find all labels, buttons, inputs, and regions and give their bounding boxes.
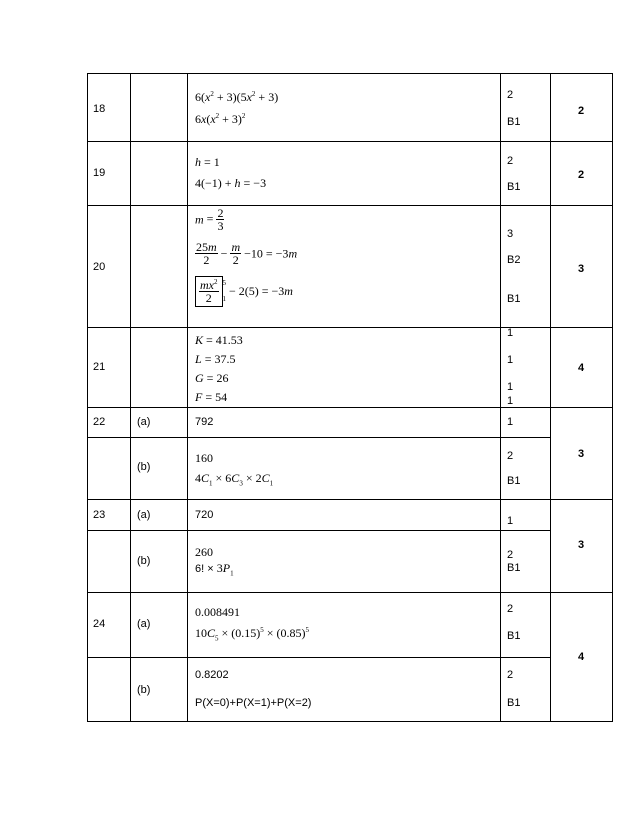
answer-value: 720 <box>195 509 214 521</box>
mark-value: 2 <box>507 155 514 167</box>
column-divider <box>130 73 131 722</box>
row-divider <box>87 592 613 593</box>
mark-value: 1 <box>507 395 514 407</box>
column-divider <box>500 73 501 722</box>
question-number: 23 <box>93 509 106 521</box>
mark-value: 2 <box>507 450 514 462</box>
question-number: 18 <box>93 103 106 115</box>
mark-value: B1 <box>507 475 521 487</box>
total-mark: 2 <box>578 105 585 117</box>
answer-value: 260 <box>195 545 213 559</box>
total-mark: 3 <box>578 539 585 551</box>
row-divider <box>87 327 613 328</box>
question-number: 24 <box>93 618 106 630</box>
working-line: $10C_5 \times (0.15)^5 \times (0.85)^5$ <box>195 626 310 643</box>
row-divider <box>87 407 613 408</box>
total-mark: 4 <box>578 362 585 374</box>
mark-value: B1 <box>507 293 521 305</box>
part-label: (b) <box>137 461 151 473</box>
question-number: 21 <box>93 361 106 373</box>
mark-value: 1 <box>507 354 514 366</box>
mark-value: 1 <box>507 416 514 428</box>
mark-value: B1 <box>507 630 521 642</box>
column-divider <box>187 73 188 722</box>
part-label: (a) <box>137 416 151 428</box>
working-line: P(X=0)+P(X=1)+P(X=2) <box>195 697 312 709</box>
mark-value: B1 <box>507 181 521 193</box>
mark-value: 3 <box>507 228 514 240</box>
working-line: K = 41.53 <box>195 333 243 347</box>
part-label: (b) <box>137 684 151 696</box>
total-mark: 3 <box>578 263 585 275</box>
total-mark: 3 <box>578 448 585 460</box>
column-divider <box>550 73 551 722</box>
row-divider <box>87 499 613 500</box>
mark-value: B1 <box>507 116 521 128</box>
working-line: $6(x^2 + 3)(5x^2 + 3)$ <box>195 90 279 104</box>
mark-value: 2 <box>507 603 514 615</box>
mark-value: 1 <box>507 381 514 393</box>
working-line: $\frac{25m}{2}$ − $\frac{m}{2}$ −10 = −3m <box>196 240 298 267</box>
mark-value: B1 <box>507 697 521 709</box>
working-line: $4C_1 \times 6C_3 \times 2C_1$ <box>195 471 274 488</box>
mark-value: 2 <box>507 549 514 561</box>
answer-value: 0.8202 <box>195 669 229 681</box>
working-line: F = 54 <box>195 390 228 404</box>
row-divider <box>87 141 613 142</box>
total-mark: 4 <box>578 651 585 663</box>
mark-value: B1 <box>507 562 521 574</box>
question-number: 22 <box>93 416 106 428</box>
column-divider <box>612 73 613 722</box>
working-line: $6x(x^2 + 3)^2$ <box>195 112 246 126</box>
working-line: 4(−1) + h = −3 <box>195 176 267 190</box>
row-divider <box>87 721 613 722</box>
part-label: (a) <box>137 618 151 630</box>
answer-value: 792 <box>195 416 214 428</box>
part-label: (b) <box>137 555 151 567</box>
working-line: $\frac{mx^2}{2}$ 5 1 − 2(5) = −3m <box>195 275 293 307</box>
mark-value: 2 <box>507 89 514 101</box>
question-number: 20 <box>93 261 106 273</box>
working-line: G = 26 <box>195 371 229 385</box>
row-divider <box>87 530 550 531</box>
working-line: h = 1 <box>195 155 220 169</box>
column-divider <box>87 73 88 722</box>
mark-value: 2 <box>507 669 514 681</box>
working-line: 6! × $3P_1$ <box>195 561 234 578</box>
answer-value: 0.008491 <box>195 605 240 619</box>
row-divider <box>87 205 613 206</box>
total-mark: 2 <box>578 169 585 181</box>
working-line: L = 37.5 <box>195 352 236 366</box>
mark-value: B2 <box>507 254 521 266</box>
question-number: 19 <box>93 167 106 179</box>
part-label: (a) <box>137 509 151 521</box>
working-line: m = $\frac{2}{3}$ <box>195 206 224 233</box>
row-divider <box>87 73 613 74</box>
mark-value: 1 <box>507 515 514 527</box>
row-divider <box>87 437 550 438</box>
answer-value: 160 <box>195 451 213 465</box>
mark-value: 1 <box>507 327 514 339</box>
row-divider <box>87 657 550 658</box>
